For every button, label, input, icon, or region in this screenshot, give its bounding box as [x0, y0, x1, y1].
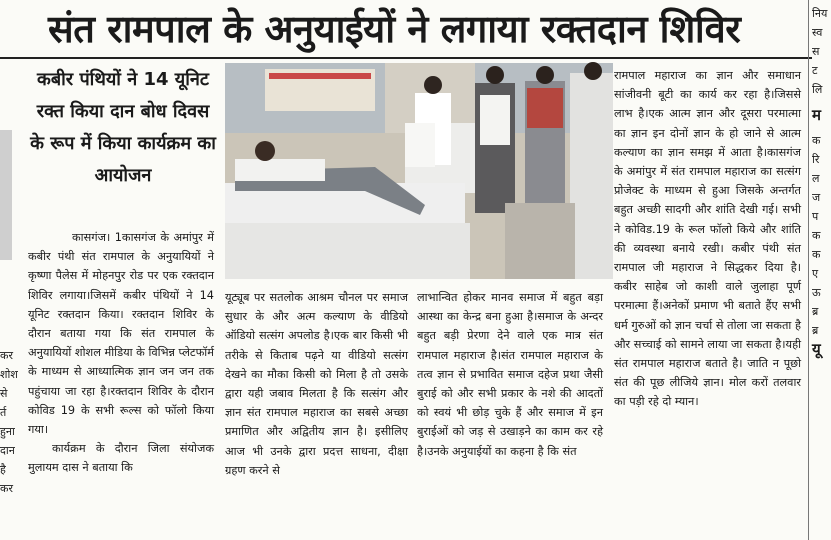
- edge-line: क: [812, 229, 821, 242]
- edge-line: से: [0, 387, 8, 400]
- edge-line: क: [812, 248, 821, 261]
- edge-line: यू: [812, 340, 821, 358]
- edge-line: शोश: [0, 368, 18, 381]
- article-paragraph: रामपाल महाराज का ज्ञान और समाधान सांजीवनी बूटी का कार्य कर रहा है।जिससे लाभ है।एक आत्म ज्ञान और दूसरा परमात्मा का ज्ञान इन दोनों ज्ञान के हो जाने से आत्म कल्याण का ज्ञान समझ में आता है।कासगंज के अमांपुर में संत रामपाल महाराज का सत्संग प्रोजेक्ट के माध्यम से हुआ जिसके अन्तर्गत बहुत अच्छी सादगी और शांति देखी गई। सभी ने कोविड.19 के रूल फॉलो किये और शांति की व्यवस्था बनाये रखी। कबीर पंथी संत रामपाल जी महाराज ने सिद्धकर दिया है। कबीर साहेब जो काशी वाले जुलाहा पूर्ण परमात्मा हैं।अनेकों प्रमाण भी बताते हैंए सभी धर्म गुरुओं को ज्ञान चर्चा से तोला जा सकता है और सच्चाई को सामने लाया जा सकता है।यही संत रामपाल महाराज बताते है। जाति न पूछो संत की पूछ लीजिये ज्ञान। मोल करों तलवार का पड़ी रहे दो म्यान।: [614, 69, 801, 409]
- article-column-1: [28, 228, 214, 540]
- edge-line: ऊ: [812, 286, 821, 299]
- edge-line: स्व: [812, 26, 823, 39]
- edge-line: स: [812, 45, 820, 58]
- edge-line: निय: [812, 7, 828, 20]
- edge-line: है: [0, 463, 6, 476]
- edge-line: म: [812, 106, 821, 124]
- left-edge-image: [0, 130, 12, 260]
- edge-line: कर: [0, 349, 13, 362]
- article-column-2: [225, 288, 408, 540]
- headline-rule: [0, 57, 812, 59]
- left-edge-column: [0, 346, 16, 536]
- subheadline: कबीर पंथियों ने 14 यूनिट रक्त किया दान बोध दिवस के रूप में किया कार्यक्रम का आयोजन: [30, 69, 216, 186]
- edge-line: ए: [812, 267, 819, 280]
- article-paragraph: कासगंज। 1कासगंज के अमांपुर में कबीर पंथी संत रामपाल के अनुयायियों ने कृष्णा पैलेस में मोहनपुर रोड पर एक रक्तदान शिविर लगाया।जिसमें कबीर पंथियों ने 14 यूनिट रक्तदान किया। रक्तदान शिविर के दौरान बताया गया कि संत रामपाल के अनुयायियों शोशल मीडिया के विभिन्न प्लेटफॉर्म के माध्यम से आध्यात्मिक ज्ञान जन जन तक पहुंचाया जा रहा है।रक्तदान शिविर के दौरान कोविड 19 के सभी रूल्स को फॉलो किया गया।: [28, 231, 214, 437]
- headline: संत रामपाल के अनुयाईयों ने लगाया रक्तदान शिविर: [48, 7, 741, 51]
- article-column-4: [614, 66, 801, 540]
- edge-line: ट: [812, 64, 818, 77]
- blood-donation-photo: [225, 63, 613, 279]
- edge-line: कर: [0, 482, 13, 495]
- edge-line: दान: [0, 444, 15, 457]
- edge-line: लि: [812, 83, 823, 96]
- edge-line: प: [812, 210, 819, 223]
- edge-line: र्त: [0, 406, 7, 419]
- article-paragraph: कार्यक्रम के दौरान जिला संयोजक मुलायम दास ने बताया कि: [28, 442, 214, 475]
- edge-line: हुना: [0, 425, 15, 438]
- article-column-3: [417, 288, 603, 540]
- edge-line: ज: [812, 191, 821, 204]
- right-edge-column: [812, 4, 831, 540]
- edge-line: रि: [812, 153, 820, 166]
- edge-line: ल: [812, 172, 820, 185]
- article-paragraph: यूट्यूब पर सतलोक आश्रम चौनल पर समाज सुधार के और अत्म कल्याण के वीडियो ऑडियो सत्संग अपलोड है।एक बार किसी भी तरीके से किताब पढ़ने या वीडियो सत्संग देखने का मौका किसी को मिला है तो उसके द्वारा यही जबाव मिलता है कि सत्संग और ज्ञान संत रामपाल महाराज का सबसे अच्छा प्रमाणित और अद्वितीय ज्ञान है। इसीलिए आज भी उनके द्वारा प्रदत्त साधना, दीक्षा ग्रहण करने से: [225, 291, 408, 477]
- edge-line: ब्र: [812, 324, 819, 337]
- edge-line: क: [812, 134, 821, 147]
- right-edge-rule: [808, 0, 809, 540]
- article-paragraph: लाभान्वित होकर मानव समाज में बहुत बड़ा आस्था का केन्द्र बना हुआ है।समाज के अन्दर बहुत बड़ी प्रेरणा देने वाले एक मात्र संत रामपाल महाराज है।संत रामपाल महाराज के तत्व ज्ञान से प्रभावित समाज दहेज प्रथा जैसी बुराई को और सभी प्रकार के नशे की आदतों को स्वयं भी छोड़ चुके हैं और समाज में इन बुराईओं को जड़ से उखाड़ने का काम कर रहे है।उनके अनुयाईयों का कहना है कि संत: [417, 291, 603, 458]
- photo-illustration: [225, 63, 613, 279]
- edge-line: ब्र: [812, 305, 819, 318]
